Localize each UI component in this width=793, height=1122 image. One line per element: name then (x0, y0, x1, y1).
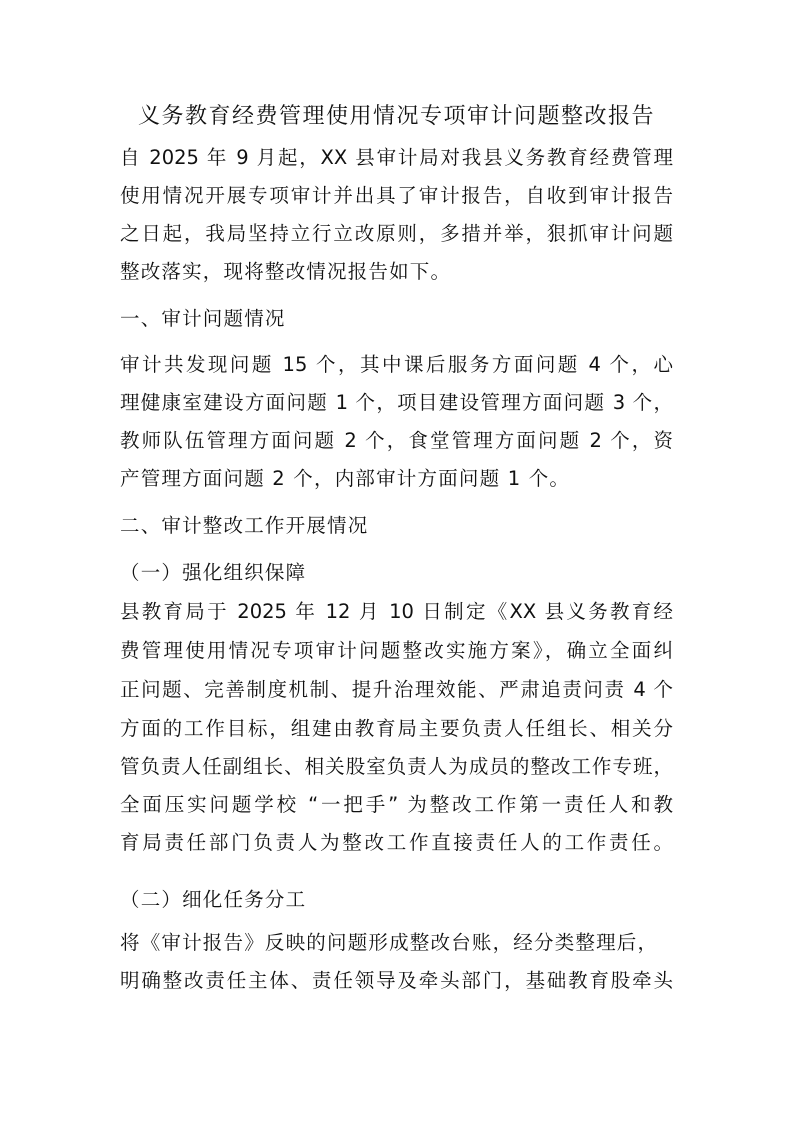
paragraph-line: 方面的工作目标，组建由教育局主要负责人任组长、相关分 (120, 717, 673, 740)
paragraph-line: 之日起，我局坚持立行立改原则，多措并举，狠抓审计问题 (120, 222, 673, 245)
paragraph-line: 产管理方面问题 2 个，内部审计方面问题 1 个。 (120, 467, 571, 490)
paragraph-line: 将《审计报告》反映的问题形成整改台账，经分类整理后， (120, 931, 659, 954)
paragraph-line: 县教育局于 2025 年 12 月 10 日制定《XX 县义务教育经 (120, 600, 673, 623)
paragraph-line: 育局责任部门负责人为整改工作直接责任人的工作责任。 (120, 831, 673, 854)
paragraph-line: 全面压实问题学校 “一把手” 为整改工作第一责任人和教 (120, 793, 673, 816)
paragraph-line: 教师队伍管理方面问题 2 个，食堂管理方面问题 2 个，资 (120, 429, 673, 452)
paragraph-line: 审计共发现问题 15 个，其中课后服务方面问题 4 个，心 (120, 353, 673, 376)
subsection-heading: （一）强化组织保障 (120, 561, 307, 584)
section-heading: 二、审计整改工作开展情况 (120, 514, 369, 537)
paragraph-line: 管负责人任副组长、相关股室负责人为成员的整改工作专班， (120, 755, 673, 778)
section-heading: 一、审计问题情况 (120, 307, 286, 330)
document-title: 义务教育经费管理使用情况专项审计问题整改报告 (137, 104, 655, 129)
paragraph-line: 正问题、完善制度机制、提升治理效能、严肃追责问责 4 个 (120, 678, 673, 701)
subsection-heading: （二）细化任务分工 (120, 888, 307, 911)
paragraph-line: 明确整改责任主体、责任领导及牵头部门，基础教育股牵头 (120, 969, 673, 992)
paragraph-line: 自 2025 年 9 月起，XX 县审计局对我县义务教育经费管理 (120, 146, 673, 169)
paragraph-line: 费管理使用情况专项审计问题整改实施方案》，确立全面纠 (120, 639, 673, 662)
paragraph-line: 使用情况开展专项审计并出具了审计报告，自收到审计报告 (120, 184, 673, 207)
paragraph-line: 理健康室建设方面问题 1 个，项目建设管理方面问题 3 个， (120, 391, 673, 414)
paragraph-line: 整改落实，现将整改情况报告如下。 (120, 260, 452, 283)
